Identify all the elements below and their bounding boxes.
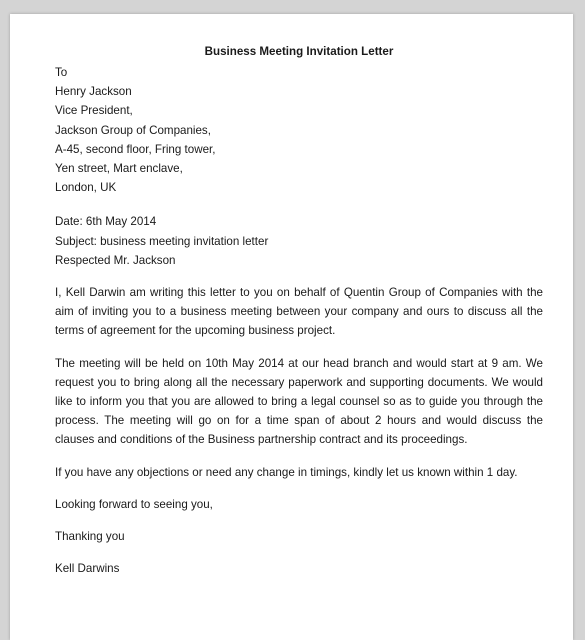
letter-salutation: Respected Mr. Jackson — [55, 253, 176, 267]
letter-body — [55, 45, 543, 578]
body-paragraph: I, Kell Darwin am writing this letter to you on behalf of Quentin Group of Companies with the aim of inviting you to a business meeting between your company and ours to discuss all the terms of agreement for the upcoming business project. — [55, 286, 543, 338]
recipient-block — [55, 63, 543, 197]
letter-page — [10, 14, 573, 640]
recipient-address-line: A-45, second floor, Fring tower, — [55, 142, 216, 156]
closing-line: Looking forward to seeing you, — [55, 497, 213, 511]
letter-subject: Subject: business meeting invitation letter — [55, 234, 269, 248]
recipient-company: Jackson Group of Companies, — [55, 123, 211, 137]
recipient-to: To — [55, 66, 68, 79]
recipient-position: Vice President, — [55, 104, 133, 118]
signature-name: Kell Darwins — [55, 562, 120, 576]
letter-date: Date: 6th May 2014 — [55, 215, 157, 229]
closing-thanks: Thanking you — [55, 530, 125, 544]
letter-title: Business Meeting Invitation Letter — [204, 45, 394, 58]
recipient-name: Henry Jackson — [55, 85, 132, 99]
body-paragraph: The meeting will be held on 10th May 2014 at our head branch and would start at 9 am. We request you to bring along all the necessary paperwork and supporting documents. We would like to inform you that you are allowed to bring a legal counsel so as to guide you through the process. The meeting will go on for a time span of about 2 hours and would discuss the clauses and conditions of the Business partnership contract and its proceedings. — [55, 356, 543, 447]
recipient-address-line: Yen street, Mart enclave, — [55, 162, 183, 176]
body-paragraph: If you have any objections or need any change in timings, kindly let us known within 1 day. — [55, 465, 518, 479]
recipient-address-line: London, UK — [55, 181, 117, 195]
